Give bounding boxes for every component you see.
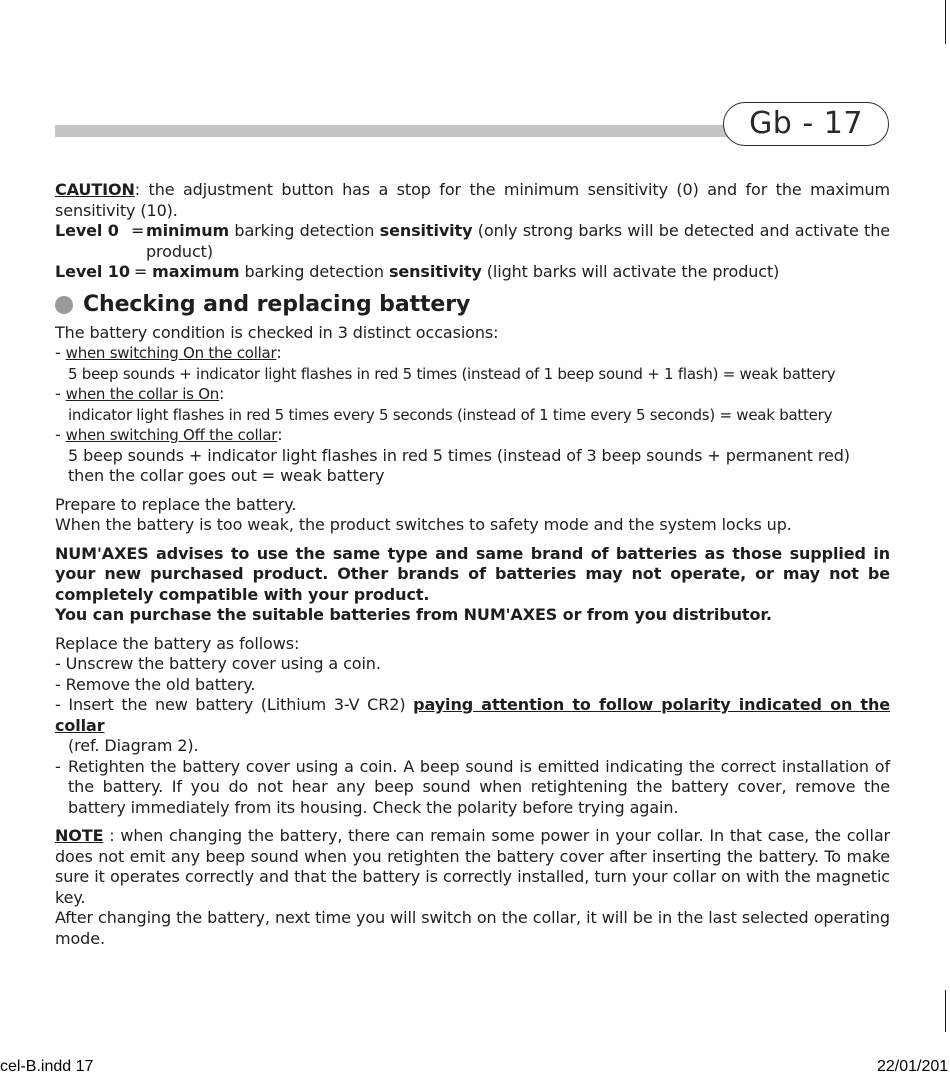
check-item-detail: indicator light flashes in red 5 times every 5 seconds (instead of 1 time every 5 seconds) = weak battery	[68, 405, 833, 424]
check-item-detail: 5 beep sounds + indicator light flashes in red 5 times (instead of 1 beep sound + 1 flash) = weak battery	[68, 364, 836, 383]
header-rule	[55, 125, 745, 137]
replace-step: - Unscrew the battery cover using a coin.	[55, 654, 381, 673]
advice-paragraph: NUM'AXES advises to use the same type and same brand of batteries as those supplied in your new purchased product. Other brands of batteries may not operate, or may not be completely compatible with your product.	[55, 543, 890, 604]
check-item-title: - when switching On the collar:	[55, 343, 282, 362]
caution-text: : the adjustment button has a stop for the minimum sensitivity (0) and for the maximum sensitivity (10).	[55, 180, 890, 220]
replace-intro: Replace the battery as follows:	[55, 633, 300, 653]
note-paragraph: NOTE : when changing the battery, there can remain some power in your collar. In that case, the collar does not emit any beep sound when you retighten the battery cover after inserting the battery. To make sure it operates correctly and that the battery is correctly installed, turn your collar on with the magnetic key.	[55, 826, 890, 907]
replace-step: - Retighten the battery cover using a coin. A beep sound is emitted indicating the correct installation of the battery. If you do not hear any beep sound when retightening the battery cover, remove the battery immediately from its housing. Check the polarity before trying again.	[55, 756, 890, 817]
battery-check-intro: The battery condition is checked in 3 distinct occasions:	[55, 322, 499, 342]
section-heading	[55, 291, 890, 319]
level-0-row	[55, 221, 890, 262]
section-title: Checking and replacing battery	[83, 291, 471, 317]
caution-label: CAUTION	[55, 180, 135, 199]
polarity-warning: paying attention to follow polarity indicated on the collar	[55, 695, 891, 735]
caution-paragraph	[55, 180, 890, 221]
level-0-label: Level 0	[55, 221, 119, 240]
level-10-eq: =	[133, 262, 148, 281]
section-bullet-icon	[55, 296, 73, 314]
level-10-text: maximum barking detection sensitivity (light barks will activate the product)	[152, 262, 780, 281]
footer-date: 22/01/201	[877, 1058, 949, 1075]
level-10-row	[55, 262, 890, 283]
check-item-detail: then the collar goes out = weak battery	[68, 466, 385, 485]
page-content	[55, 180, 890, 949]
level-10-label: Level 10	[55, 262, 130, 281]
prepare-line: Prepare to replace the battery.	[55, 494, 297, 514]
replace-step-ref: (ref. Diagram 2).	[68, 736, 199, 755]
level-0-text: minimum barking detection sensitivity (only strong barks will be detected and activate the product)	[146, 221, 891, 261]
replace-step: - Insert the new battery (Lithium 3-V CR2) paying attention to follow polarity indicated on the collar	[55, 695, 891, 735]
check-item-detail: 5 beep sounds + indicator light flashes in red 5 times (instead of 3 beep sounds + permanent red)	[68, 445, 850, 465]
check-item-title: - when switching Off the collar:	[55, 425, 283, 444]
level-0-eq: =	[131, 221, 145, 240]
advice-purchase: You can purchase the suitable batteries from NUM'AXES or from you distributor.	[55, 605, 772, 624]
crop-mark-bottom	[945, 990, 946, 1032]
check-item-title: - when the collar is On:	[55, 384, 225, 403]
page-number-tab: Gb - 17	[723, 102, 889, 146]
footer-file-info: cel-B.indd 17	[0, 1058, 94, 1075]
crop-mark-top	[945, 0, 946, 44]
note-label: NOTE	[55, 826, 104, 845]
prepare-line: When the battery is too weak, the product switches to safety mode and the system locks up.	[55, 515, 792, 534]
note-paragraph-2: After changing the battery, next time you will switch on the collar, it will be in the last selected operating mode.	[55, 908, 890, 948]
replace-step: - Remove the old battery.	[55, 674, 256, 694]
